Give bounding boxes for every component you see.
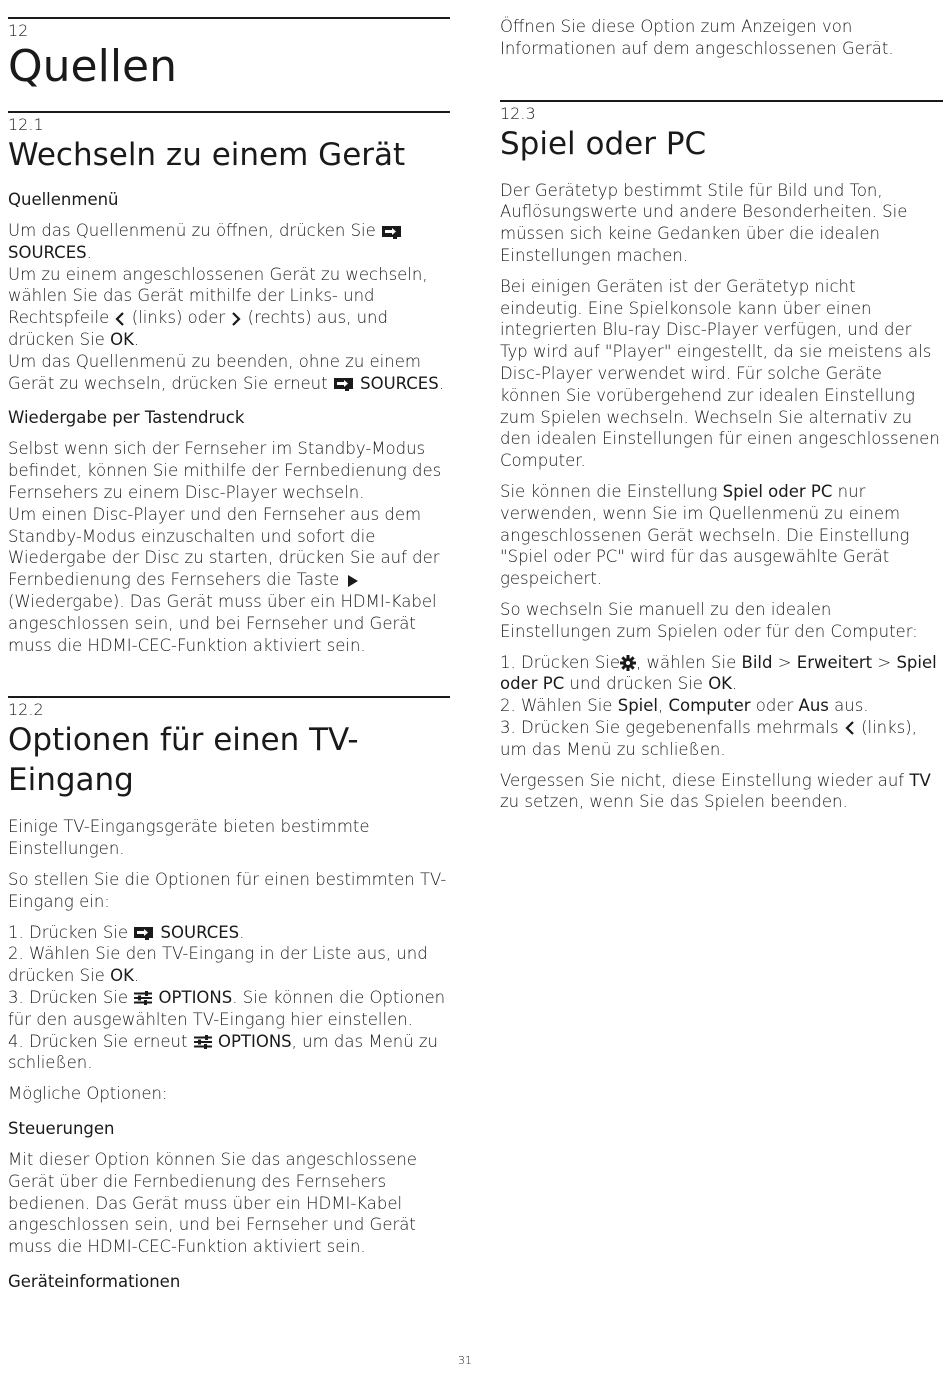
paragraph-game-pc-intro: Der Gerätetyp bestimmt Stile für Bild und Ton, Auflösungswerte und andere Besonderheiten. Sie müssen sich keine Gedanken über die idealen Einstellungen machen.	[500, 180, 908, 265]
section-rule-12-1	[8, 111, 450, 113]
subheading-geraeteinformationen: Geräteinformationen	[8, 1271, 181, 1291]
subheading-quellenmenue: Quellenmenü	[8, 190, 119, 209]
paragraph-game-pc-usage: Sie können die Einstellung Spiel oder PC nur verwenden, wenn Sie im Quellenmenü zu einem angeschlossenen Gerät wechseln. Die Einstellung "Spiel oder PC" wird für das ausgewählte Gerät gespeichert.	[500, 481, 910, 589]
sources-icon	[333, 377, 355, 391]
paragraph-game-pc-devices: Bei einigen Geräten ist der Gerätetyp nicht eindeutig. Eine Spielkonsole kann über einen integrierten Blu-ray Disc-Player verfügen, und der Typ wird auf "Player" eingestellt, da sie meistens als Disc-Player verwendet wird. Für solche Geräte können Sie vorübergehend zur idealen Einstellung zum Spielen wechseln. Wechseln Sie alternativ zu den idealen Einstellungen für einen angeschlossenen Computer.	[500, 276, 940, 471]
paragraph-tv-input-howto: So stellen Sie die Optionen für einen bestimmten TV-Eingang ein:	[8, 869, 447, 911]
section-title-12-1: Wechseln zu einem Gerät	[8, 137, 406, 173]
chevron-left-icon	[114, 312, 126, 326]
section-title-12-2: Optionen für einen TV-Eingang	[8, 722, 359, 799]
options-icon	[133, 991, 153, 1005]
sources-icon	[381, 225, 403, 239]
steps-tv-input: 1. Drücken Sie SOURCES. 2. Wählen Sie den TV-Eingang in der Liste aus, und drücken Sie OK. 3. Drücken Sie OPTIONS. Sie können die Optionen für den ausgewählten TV-Eingang hier einstellen. 4. Drücken Sie erneut OPTIONS, um das Menü zu schließen.	[8, 922, 446, 1073]
steps-game-pc: 1. Drücken Sie , wählen Sie Bild > Erweitert > Spiel oder PC und drücken Sie OK. 2. Wählen Sie Spiel, Computer oder Aus aus. 3. Drücken Sie gegebenenfalls mehrmals (links), um das Menü zu schließen.	[500, 652, 937, 759]
chevron-right-icon	[230, 312, 242, 326]
section-rule-12-3	[500, 100, 943, 102]
left-column	[8, 0, 450, 1293]
page-number: 31	[458, 1354, 472, 1367]
sources-icon	[133, 926, 155, 940]
section-rule-12-2	[8, 696, 450, 698]
subheading-steuerungen: Steuerungen	[8, 1118, 115, 1138]
chapter-rule	[8, 17, 450, 19]
options-icon	[193, 1035, 213, 1049]
section-title-12-3: Spiel oder PC	[500, 125, 707, 162]
paragraph-possible-options: Mögliche Optionen:	[8, 1084, 168, 1104]
subheading-wiedergabe: Wiedergabe per Tastendruck	[8, 408, 245, 428]
section-number-12-2: 12.2	[8, 700, 44, 720]
right-column	[500, 0, 943, 813]
gear-icon	[620, 655, 636, 671]
paragraph-geraeteinformationen: Öffnen Sie diese Option zum Anzeigen von Informationen auf dem angeschlossenen Gerät.	[500, 17, 894, 58]
paragraph-wiedergabe: Selbst wenn sich der Fernseher im Standby-Modus befindet, können Sie mithilfe der Fernbedienung des Fernsehers zu einem Disc-Player wechseln. Um einen Disc-Player und den Fernseher aus dem Standby-Modus einzuschalten und sofort die Wiedergabe der Disc zu starten, drücken Sie auf der Fernbedienung des Fernsehers die Taste (Wiedergabe). Das Gerät muss über ein HDMI-Kabel angeschlossen sein, und bei Fernseher und Gerät muss die HDMI-CEC-Funktion aktiviert sein.	[8, 439, 442, 655]
paragraph-steuerungen: Mit dieser Option können Sie das angeschlossene Gerät über die Fernbedienung des Fernsehers bedienen. Das Gerät muss über ein HDMI-Kabel angeschlossen sein, und bei Fernseher und Gerät muss die HDMI-CEC-Funktion aktiviert sein.	[8, 1149, 417, 1257]
chapter-number: 12	[8, 21, 29, 40]
section-number-12-1: 12.1	[8, 115, 44, 134]
section-number-12-3: 12.3	[500, 103, 536, 123]
paragraph-game-pc-reminder: Vergessen Sie nicht, diese Einstellung wieder auf TV zu setzen, wenn Sie das Spielen beenden.	[500, 770, 931, 812]
chapter-title: Quellen	[8, 41, 177, 92]
paragraph-quellenmenue: Um das Quellenmenü zu öffnen, drücken Sie SOURCES. Um zu einem angeschlossenen Gerät zu wechseln, wählen Sie das Gerät mithilfe der Links- und Rechtspfeile (links) oder (rechts) aus, und drücken Sie OK. Um das Quellenmenü zu beenden, ohne zu einem Gerät zu wechseln, drücken Sie erneut SOURCES.	[8, 221, 444, 393]
paragraph-game-pc-manual: So wechseln Sie manuell zu den idealen Einstellungen zum Spielen oder für den Computer:	[500, 599, 918, 641]
chevron-left-icon	[844, 721, 856, 735]
play-icon	[345, 574, 359, 588]
paragraph-tv-input-intro: Einige TV-Eingangsgeräte bieten bestimmte Einstellungen.	[8, 817, 370, 859]
